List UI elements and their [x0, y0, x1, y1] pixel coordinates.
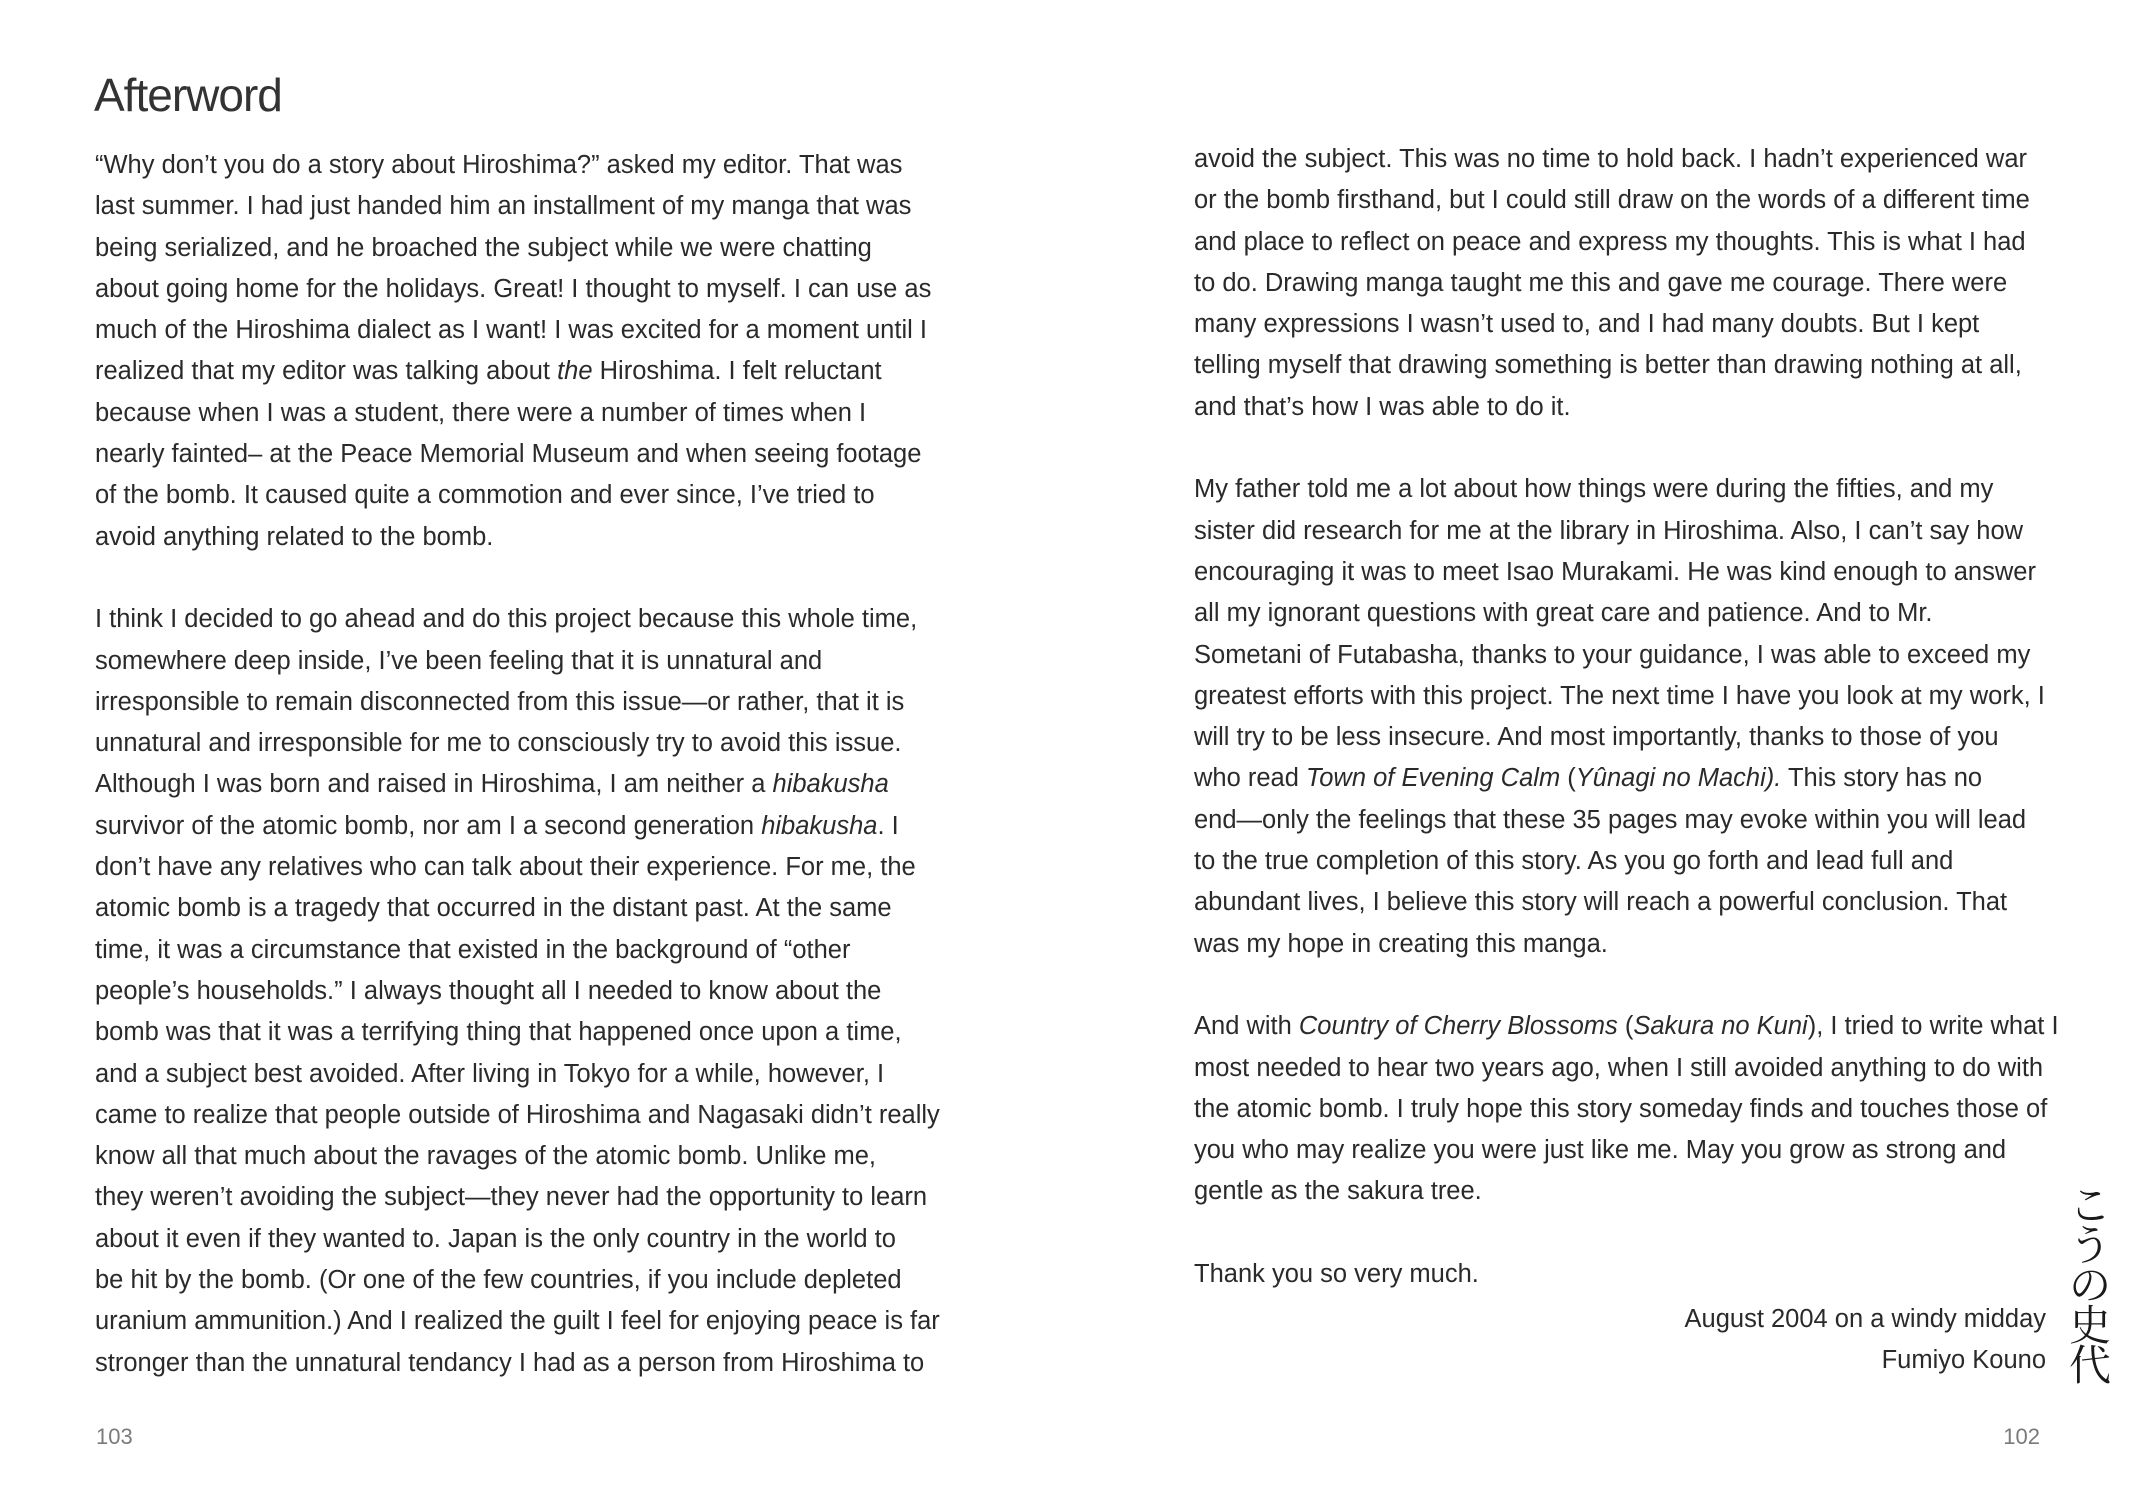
italic-text: Yûnagi no Machi). [1575, 764, 1782, 793]
text-segment: . I [877, 811, 899, 840]
text-line: you who may realize you were just like me. May you grow as strong and [1194, 1136, 2007, 1165]
signature-name: Fumiyo Kouno [1881, 1346, 2046, 1374]
text-segment: survivor of the atomic bomb, nor am I a second generation [95, 811, 762, 840]
page-number-right: 102 [2003, 1424, 2040, 1449]
text-line [1194, 758, 2084, 799]
text-line: telling myself that drawing something is better than drawing nothing at all, [1194, 351, 2022, 380]
text-line: abundant lives, I believe this story will reach a powerful conclusion. That [1194, 888, 2008, 917]
text-line: encouraging it was to meet Isao Murakami. He was kind enough to answer [1194, 557, 2036, 586]
right-page [1066, 0, 2133, 1506]
text-line: or the bomb firsthand, but I could still draw on the words of a different time [1194, 186, 2030, 215]
text-segment: ( [1617, 1012, 1634, 1041]
right_page-paragraph [1194, 1006, 2084, 1212]
text-line: I think I decided to go ahead and do this project because this whole time, [95, 605, 918, 634]
text-line: all my ignorant questions with great care and patience. And to Mr. [1194, 599, 1933, 628]
right_page-paragraph [1194, 139, 2084, 428]
text-line: somewhere deep inside, I’ve been feeling that it is unnatural and [95, 646, 823, 675]
text-line: nearly fainted– at the Peace Memorial Museum and when seeing footage [95, 440, 922, 469]
text-line: and that’s how I was able to do it. [1194, 392, 1571, 421]
text-line: Thank you so very much. [1194, 1260, 1479, 1289]
text-line: last summer. I had just handed him an installment of my manga that was [95, 192, 912, 221]
right_page-paragraph [1194, 1254, 2084, 1295]
signature-glyph: こ [2068, 1181, 2111, 1230]
text-line: to the true completion of this story. As you go forth and lead full and [1194, 847, 1954, 876]
text-line: don’t have any relatives who can talk about their experience. For me, the [95, 853, 916, 882]
text-line: know all that much about the ravages of the atomic bomb. Unlike me, [95, 1142, 876, 1171]
text-line: most needed to hear two years ago, when I still avoided anything to do with [1194, 1053, 2044, 1082]
text-segment: realized that my editor was talking about [95, 357, 558, 386]
italic-text: hibakusha [761, 811, 878, 840]
italic-text: Country of Cherry Blossoms [1298, 1012, 1618, 1041]
text-line: and a subject best avoided. After living in Tokyo for a while, however, I [95, 1059, 885, 1088]
text-line: and place to reflect on peace and express my thoughts. This is what I had [1194, 227, 2026, 256]
text-line: greatest efforts with this project. The next time I have you look at my work, I [1194, 681, 2045, 710]
text-line [95, 764, 995, 805]
text-line: people’s households.” I always thought all I needed to know about the [95, 976, 882, 1005]
text-line [1194, 1006, 2084, 1047]
text-line: avoid anything related to the bomb. [95, 522, 494, 551]
signature-glyph: の [2068, 1261, 2111, 1310]
text-line: gentle as the sakura tree. [1194, 1177, 1482, 1206]
signature-glyph: う [2068, 1221, 2111, 1270]
italic-text: the [557, 357, 593, 386]
text-line: being serialized, and he broached the subject while we were chatting [95, 233, 872, 262]
page-number-left: 103 [96, 1424, 133, 1449]
italic-text: hibakusha [772, 770, 889, 799]
text-line: atomic bomb is a tragedy that occurred in the distant past. At the same [95, 894, 892, 923]
text-line: avoid the subject. This was no time to hold back. I hadn’t experienced war [1194, 145, 2027, 173]
text-line: stronger than the unnatural tendancy I had as a person from Hiroshima to [95, 1348, 925, 1377]
signature-glyph: 史 [2068, 1301, 2111, 1350]
text-line: sister did research for me at the library in Hiroshima. Also, I can’t say how [1194, 516, 2024, 545]
right-page-body [1194, 139, 2084, 1337]
text-segment: Hiroshima. I felt reluctant [592, 357, 882, 386]
text-line: uranium ammunition.) And I realized the guilt I feel for enjoying peace is far [95, 1307, 940, 1336]
text-line: unnatural and irresponsible for me to consciously try to avoid this issue. [95, 729, 902, 758]
text-line [95, 351, 995, 392]
left-page-body [95, 145, 995, 1425]
text-segment: This story has no [1781, 764, 1983, 793]
text-line: about it even if they wanted to. Japan is the only country in the world to [95, 1224, 896, 1253]
text-line: about going home for the holidays. Great! I thought to myself. I can use as [95, 274, 932, 303]
text-line: time, it was a circumstance that existed in the background of “other [95, 935, 851, 964]
text-line: bomb was that it was a terrifying thing that happened once upon a time, [95, 1018, 902, 1047]
text-segment: who read [1194, 764, 1306, 793]
signature-date: August 2004 on a windy midday [1684, 1305, 2046, 1333]
text-segment: And with [1194, 1012, 1299, 1041]
right_page-paragraph [1194, 469, 2084, 965]
italic-text: Town of Evening Calm [1306, 764, 1561, 793]
text-line: My father told me a lot about how things were during the fifties, and my [1194, 475, 1994, 504]
italic-text: Sakura no Kuni [1633, 1012, 1808, 1041]
text-line: was my hope in creating this manga. [1194, 929, 1608, 958]
text-line: be hit by the bomb. (Or one of the few countries, if you include depleted [95, 1266, 902, 1295]
text-line: the atomic bomb. I truly hope this story someday finds and touches those of [1194, 1094, 2048, 1123]
text-line: many expressions I wasn’t used to, and I had many doubts. But I kept [1194, 310, 1980, 339]
text-line: came to realize that people outside of Hiroshima and Nagasaki didn’t really [95, 1100, 940, 1129]
text-line: of the bomb. It caused quite a commotion and ever since, I’ve tried to [95, 481, 875, 510]
text-line: end—only the feelings that these 35 pages may evoke within you will lead [1194, 805, 2027, 834]
text-segment: Although I was born and raised in Hiroshima, I am neither a [95, 770, 773, 799]
text-line: Sometani of Futabasha, thanks to your guidance, I was able to exceed my [1194, 640, 2031, 669]
text-line: they weren’t avoiding the subject—they never had the opportunity to learn [95, 1183, 928, 1212]
text-line [95, 806, 995, 847]
text-line: irresponsible to remain disconnected from this issue—or rather, that it is [95, 687, 905, 716]
handwritten-signature [2066, 1181, 2114, 1390]
left-page [0, 0, 1066, 1506]
left_page-paragraph [95, 145, 995, 558]
page-title: Afterword [94, 69, 282, 121]
text-line: to do. Drawing manga taught me this and gave me courage. There were [1194, 268, 2008, 297]
text-segment: ), I tried to write what I [1807, 1012, 2059, 1041]
text-segment: ( [1560, 764, 1576, 793]
text-line: “Why don’t you do a story about Hiroshima?” asked my editor. That was [95, 151, 903, 179]
left_page-paragraph [95, 599, 995, 1384]
text-line: will try to be less insecure. And most importantly, thanks to those of you [1194, 723, 1999, 752]
text-line: much of the Hiroshima dialect as I want! I was excited for a moment until I [95, 316, 927, 345]
signature-glyph: 代 [2068, 1341, 2111, 1390]
text-line: because when I was a student, there were a number of times when I [95, 398, 867, 427]
